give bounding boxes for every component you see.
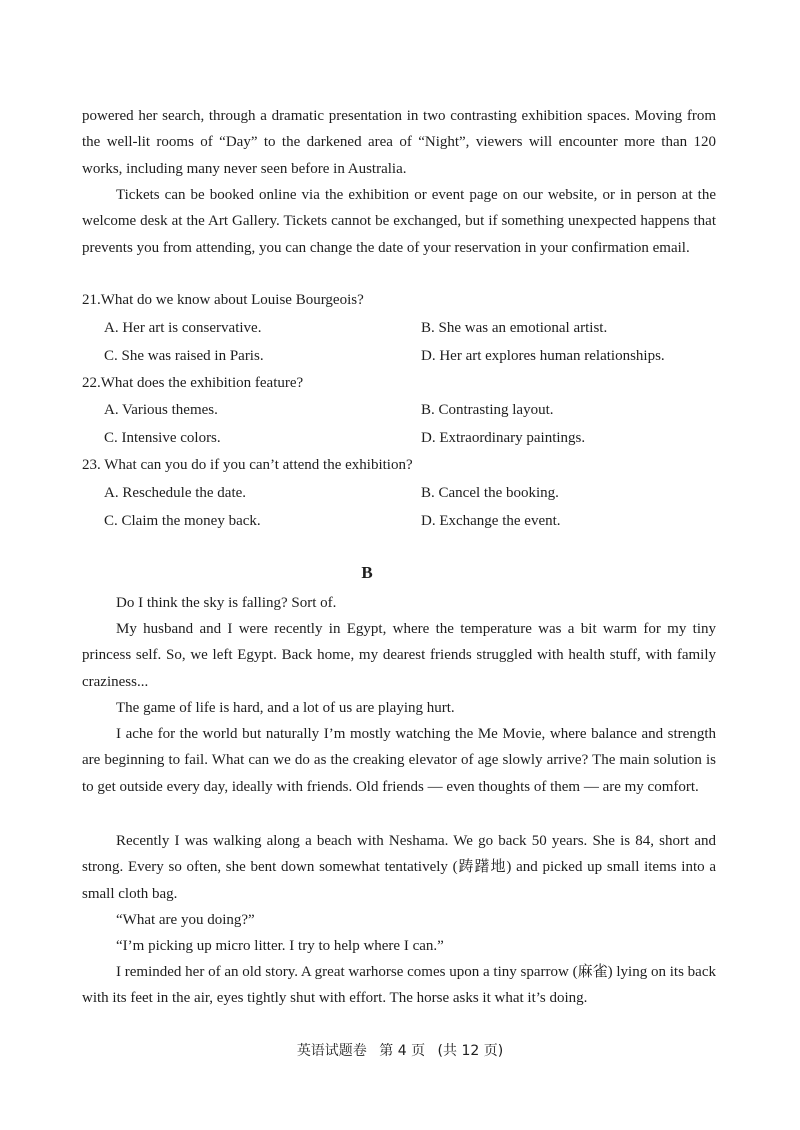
question-22-option-b: B. Contrasting layout.: [421, 402, 554, 418]
question-21-option-b: B. She was an emotional artist.: [421, 320, 608, 336]
footer-total-pages: (共 12 页): [437, 1043, 504, 1059]
question-23-option-a: A. Reschedule the date.: [104, 485, 247, 501]
question-22-option-d: D. Extraordinary paintings.: [421, 430, 586, 446]
footer-exam-name: 英语试题卷: [296, 1043, 367, 1059]
section-b-paragraph-4: I ache for the world but naturally I’m mostly watching the Me Movie, where balance and strength are beginning to fail. What can we do as the creaking elevator of age slowly arrive? The main solution is to get outside every day, ideally with friends. Old friends — even thoughts of them — are my comfort.: [82, 726, 716, 795]
question-23-option-c: C. Claim the money back.: [104, 513, 261, 529]
page-footer: [0, 1040, 800, 1060]
section-b-paragraph-5: Recently I was walking along a beach with Neshama. We go back 50 years. She is 84, short and strong. Every so often, she bent down somewhat tentatively (踌躇地) and picked up small items into a small cloth bag.: [82, 833, 716, 902]
question-23-option-b: B. Cancel the booking.: [421, 485, 559, 501]
question-22-option-c: C. Intensive colors.: [104, 430, 221, 446]
section-b-paragraph-3: The game of life is hard, and a lot of us are playing hurt.: [116, 700, 455, 716]
question-21-option-d: D. Her art explores human relationships.: [421, 348, 665, 364]
question-23-stem: 23. What can you do if you can’t attend the exhibition?: [82, 457, 413, 473]
passage-a-paragraph-1: powered her search, through a dramatic presentation in two contrasting exhibition spaces. Moving from the well-lit rooms of “Day” to the darkened area of “Night”, viewers will encounter more than 120 works, including many never seen before in Australia.: [82, 108, 716, 177]
section-b-paragraph-1: Do I think the sky is falling? Sort of.: [116, 595, 337, 611]
question-21-option-a: A. Her art is conservative.: [104, 320, 262, 336]
section-b-paragraph-8: I reminded her of an old story. A great warhorse comes upon a tiny sparrow (麻雀) lying on its back with its feet in the air, eyes tightly shut with effort. The horse asks it what it’s doing.: [82, 964, 716, 1007]
footer-page-number: 第 4 页: [379, 1043, 426, 1059]
section-b-paragraph-6: “What are you doing?”: [116, 912, 255, 928]
question-22-option-a: A. Various themes.: [104, 402, 218, 418]
question-21-stem: 21.What do we know about Louise Bourgeois?: [82, 292, 364, 308]
section-b-paragraph-2: My husband and I were recently in Egypt, where the temperature was a bit warm for my tiny princess self. So, we left Egypt. Back home, my dearest friends struggled with health stuff, with family craziness...: [82, 621, 716, 690]
question-22-stem: 22.What does the exhibition feature?: [82, 375, 304, 391]
section-b-paragraph-7: “I’m picking up micro litter. I try to help where I can.”: [116, 938, 444, 954]
passage-a-paragraph-2: Tickets can be booked online via the exhibition or event page on our website, or in person at the welcome desk at the Art Gallery. Tickets cannot be exchanged, but if something unexpected happens that prevents you from attending, you can change the date of your reservation in your confirmation email.: [82, 187, 716, 256]
question-23-option-d: D. Exchange the event.: [421, 513, 561, 529]
section-b-title: B: [361, 563, 373, 582]
question-21-option-c: C. She was raised in Paris.: [104, 348, 264, 364]
